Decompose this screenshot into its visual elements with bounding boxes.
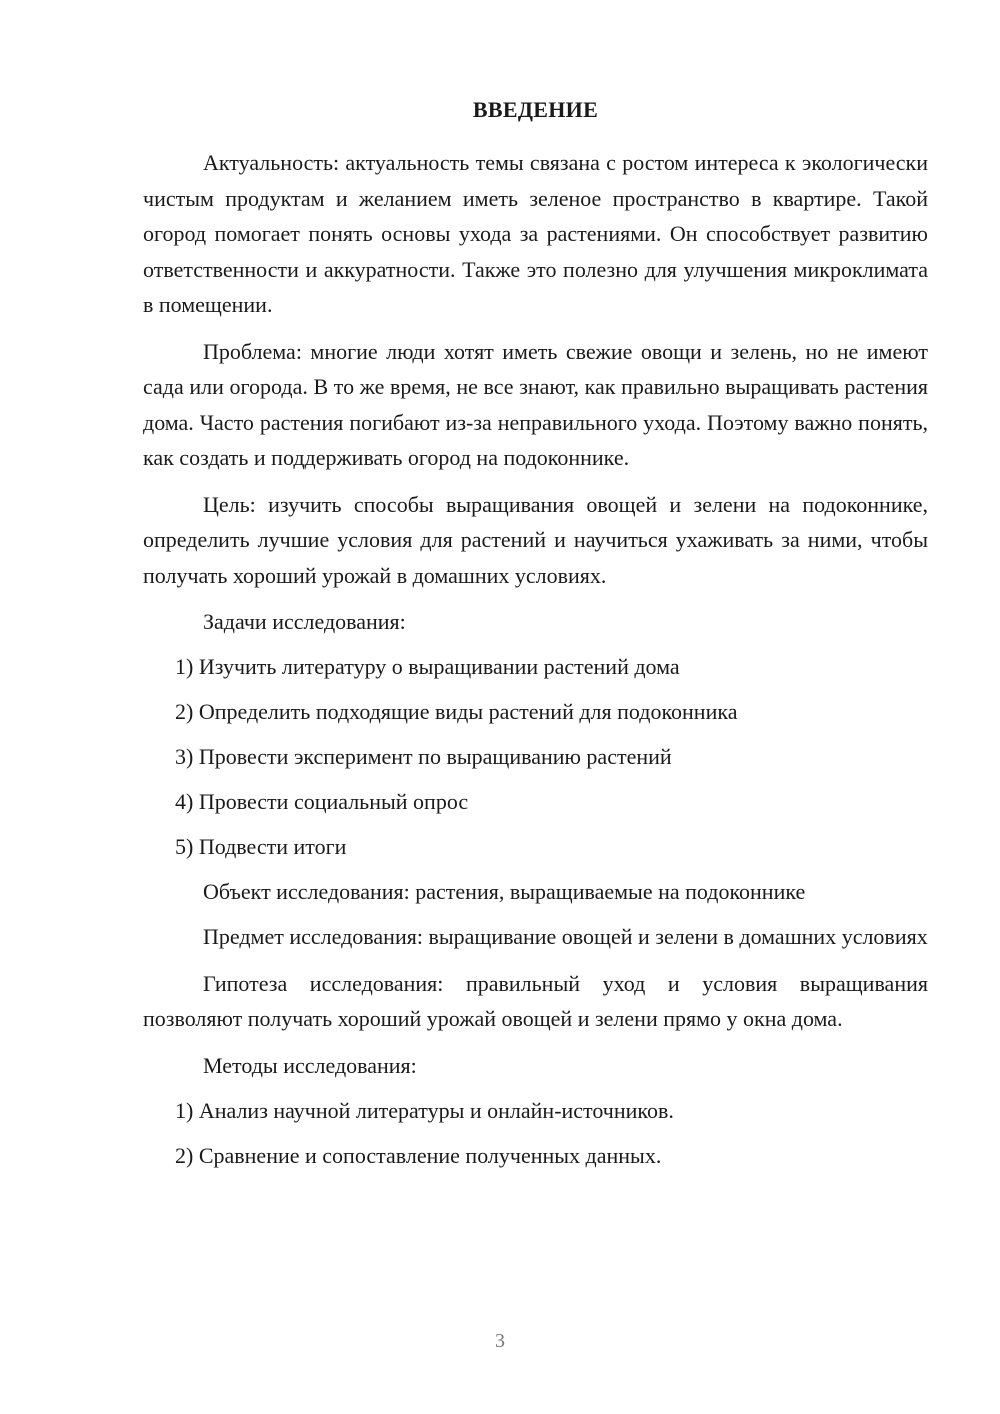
hypothesis-paragraph: Гипотеза исследования: правильный уход и условия выращивания позволяют получать хороший урожай овощей и зелени прямо у окна дома. [143, 970, 928, 1031]
page-title: ВВЕДЕНИЕ [472, 97, 599, 122]
page-number: 3 [495, 1330, 505, 1352]
list-item: 3) Провести эксперимент по выращиванию растений [175, 744, 672, 769]
list-item: 1) Анализ научной литературы и онлайн-источников. [175, 1097, 674, 1123]
problem-paragraph: Проблема: многие люди хотят иметь свежие овощи и зелень, но не имеют сада или огорода. В то же время, не все знают, как правильно выращивать растения дома. Часто растения погибают из-за неправильного ухода. Поэтому важно понять, как создать и поддерживать огород на подоконнике. [143, 338, 928, 470]
list-item: 5) Подвести итоги [175, 834, 347, 859]
methods-list [143, 1093, 928, 1174]
subject-paragraph: Предмет исследования: выращивание овощей и зелени в домашних условиях [203, 924, 928, 949]
list-item: 2) Определить подходящие виды растений для подоконника [175, 699, 738, 724]
document-page [143, 95, 928, 1183]
relevance-paragraph: Актуальность: актуальность темы связана с ростом интереса к экологически чистым продуктам и желанием иметь зеленое пространство в квартире. Такой огород помогает понять основы ухода за растениями. Он способствует развитию ответственности и аккуратности. Также это полезно для улучшения микроклимата в помещении. [143, 150, 928, 317]
list-item: 2) Сравнение и сопоставление полученных данных. [175, 1142, 662, 1168]
list-item: 4) Провести социальный опрос [175, 789, 469, 814]
object-line: Объект исследования: растения, выращиваемые на подоконнике [203, 879, 806, 904]
tasks-list [143, 649, 928, 865]
goal-paragraph: Цель: изучить способы выращивания овощей и зелени на подоконнике, определить лучшие условия для растений и научиться ухаживать за ними, чтобы получать хороший урожай в домашних условиях. [143, 491, 928, 588]
methods-heading: Методы исследования: [203, 1052, 417, 1078]
list-item: 1) Изучить литературу о выращивании растений дома [175, 654, 680, 679]
tasks-heading: Задачи исследования: [203, 609, 406, 634]
